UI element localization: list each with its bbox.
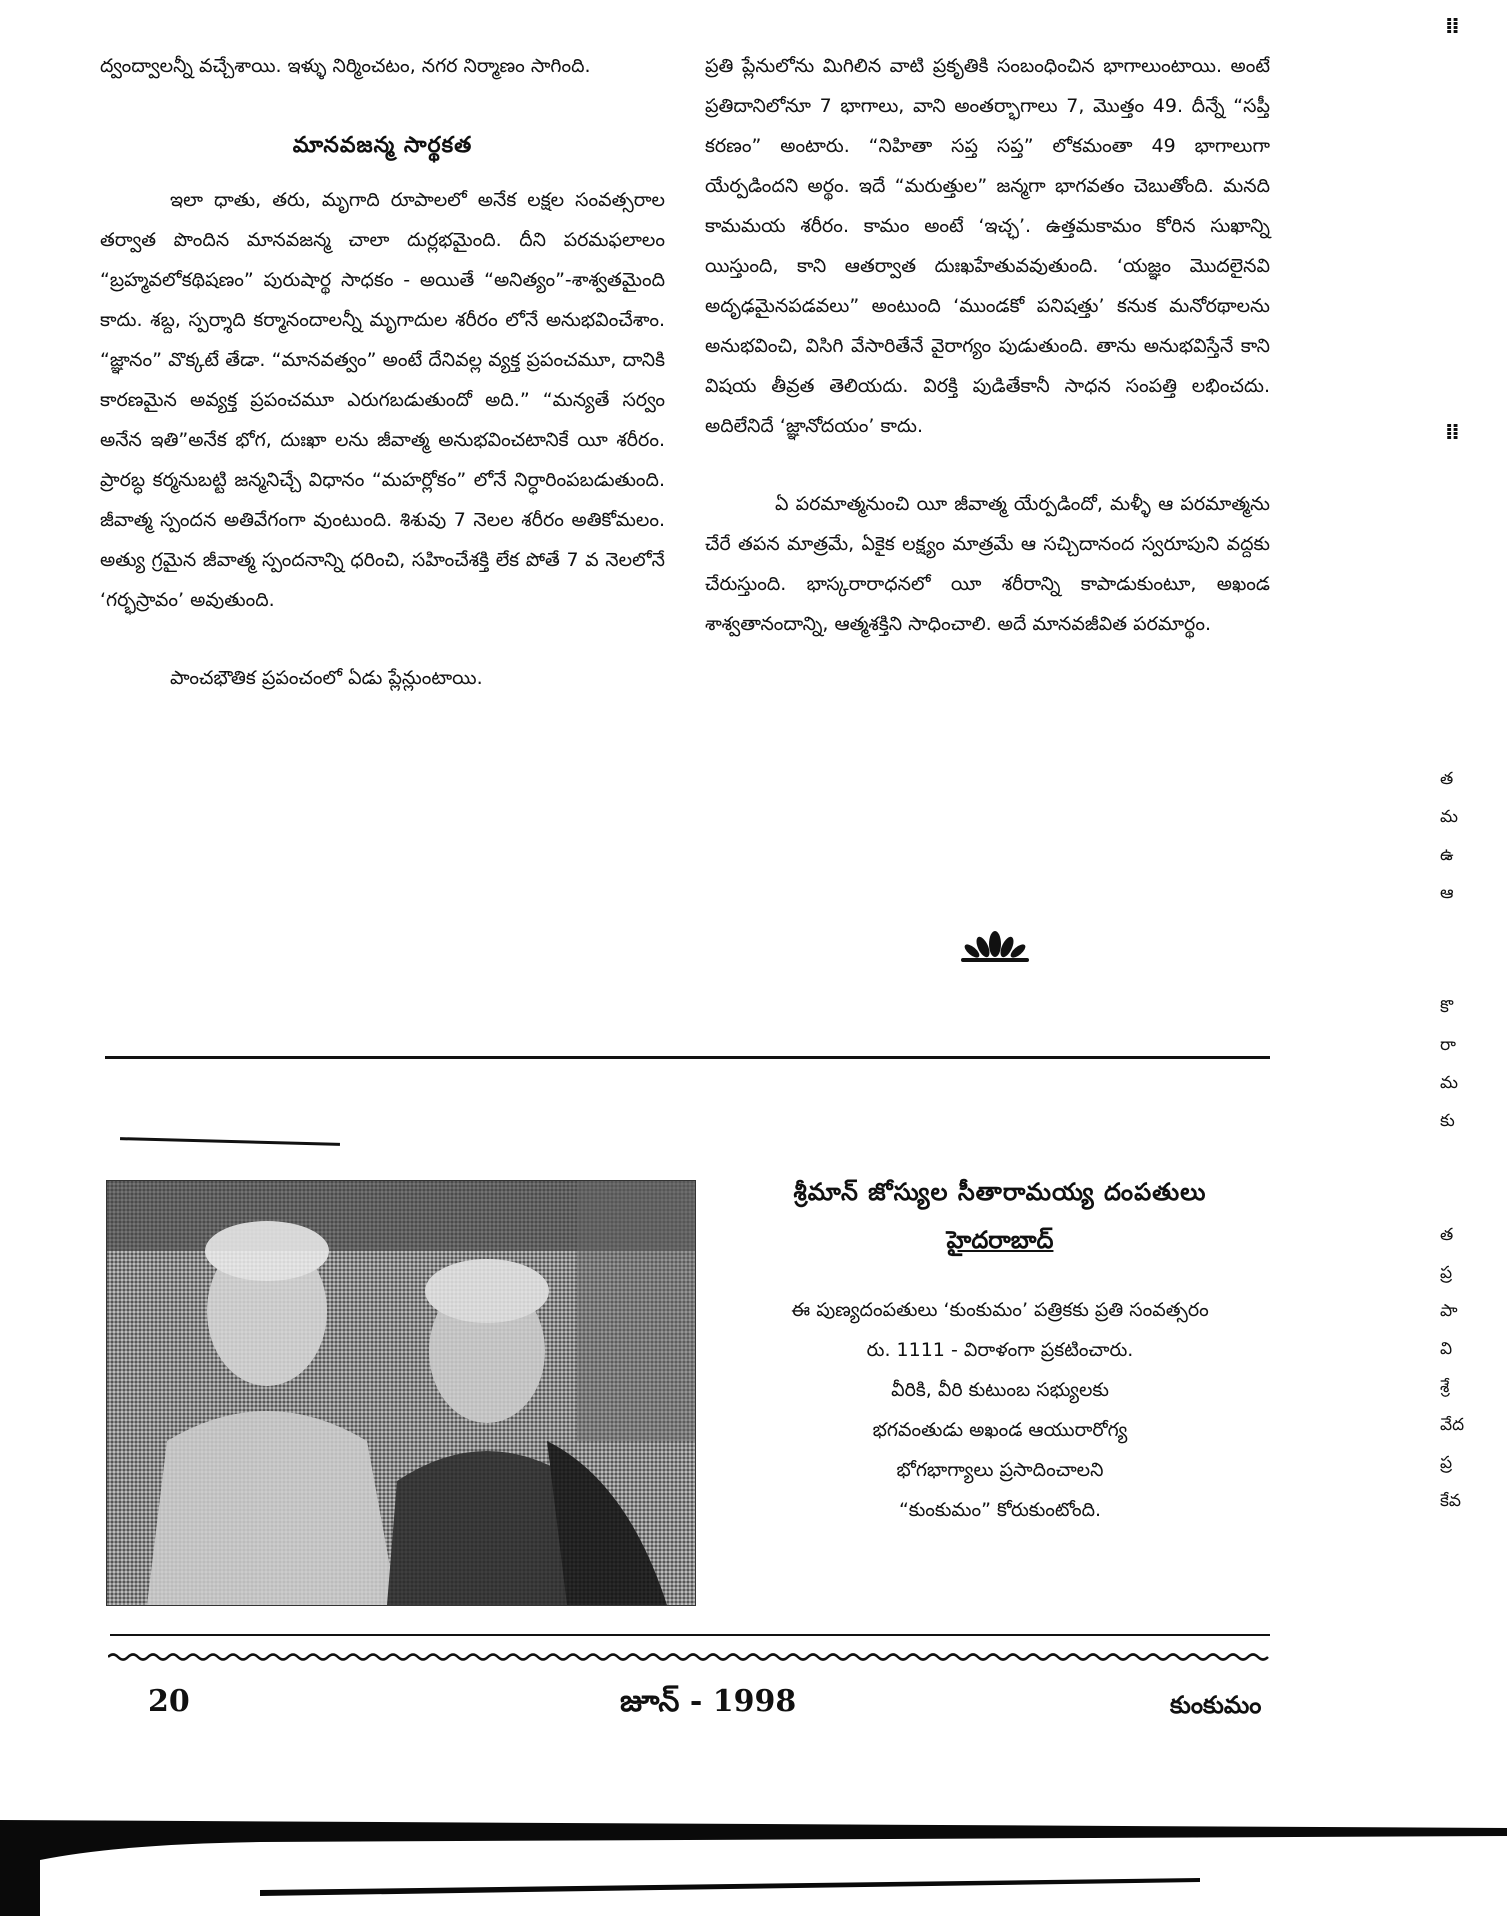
dedication-city: హైదరాబాద్ bbox=[946, 1226, 1054, 1254]
margin-glyph: ఉ bbox=[1440, 845, 1454, 865]
margin-glyph: మ bbox=[1440, 1073, 1458, 1093]
dedication-line: ఈ పుణ్యదంపతులు ‘కుంకుమం’ పత్రికకు ప్రతి సంవత్సరం bbox=[791, 1299, 1209, 1321]
scan-mark-icon: ⁞⁞ bbox=[1445, 14, 1458, 39]
dedication-line: “కుంకుమం” కోరుకుంటోంది. bbox=[898, 1499, 1102, 1521]
section-divider-top bbox=[105, 1056, 1270, 1059]
margin-glyph: మ bbox=[1440, 807, 1458, 827]
dedication-title: శ్రీమాన్ జోస్యుల సీతారామయ్య దంపతులు bbox=[793, 1178, 1207, 1206]
section-heading: మానవజన్మ సార్థకత bbox=[292, 133, 473, 158]
right-para-2: ఏ పరమాత్మనుంచి యీ జీవాత్మ యేర్పడిందో, మళ్ళీ ఆ పరమాత్మను చేరే తపన మాత్రమే, ఏకైక లక్ష్యం మాత్రమే ఆ సచ్చిదానంద స్వరూపుని వద్దకు చేరుస్తుంది. భాస్కరారాధనలో యీ శరీరాన్ని కాపాడుకుంటూ, అఖండ శాశ్వతానందాన్ని, ఆత్మశక్తిని సాధించాలి. అదే మానవజీవిత పరమార్థం. bbox=[705, 493, 1270, 635]
margin-glyph: త bbox=[1440, 769, 1454, 789]
margin-glyph: రా bbox=[1440, 1035, 1456, 1055]
margin-glyph bbox=[1440, 912, 1500, 950]
margin-glyph bbox=[1440, 1140, 1500, 1178]
margin-glyph: కొ bbox=[1440, 997, 1454, 1017]
margin-glyph: వి bbox=[1440, 1339, 1453, 1359]
dedication-line: వీరికి, వీరి కుటుంబ సభ్యులకు bbox=[891, 1379, 1109, 1401]
section-divider-bottom bbox=[110, 1634, 1270, 1636]
margin-glyph: త bbox=[1440, 1225, 1454, 1245]
margin-glyph: పా bbox=[1440, 1301, 1458, 1321]
margin-glyph: ప్ర bbox=[1440, 1453, 1453, 1473]
dedication-block bbox=[720, 1178, 1280, 1530]
margin-glyph bbox=[1440, 1178, 1500, 1216]
margin-glyph: శ్రే bbox=[1440, 1377, 1450, 1397]
margin-glyph: ప్ర bbox=[1440, 1263, 1453, 1283]
left-para-3: పాంచభౌతిక ప్రపంచంలో ఏడు ప్లేన్లుంటాయి. bbox=[170, 667, 483, 689]
left-para-1: ద్వంద్వాలన్నీ వచ్చేశాయి. ఇళ్ళు నిర్మించటం, నగర నిర్మాణం సాగింది. bbox=[100, 55, 591, 77]
dedication-line: భగవంతుడు అఖండ ఆయురారోగ్య bbox=[872, 1419, 1128, 1441]
adjacent-page-fragment bbox=[1440, 760, 1500, 1520]
short-divider bbox=[120, 1137, 340, 1146]
issue-date: జూన్ - 1998 bbox=[620, 1684, 797, 1719]
scan-mark-icon: ⁞⁞ bbox=[1445, 420, 1458, 445]
right-column bbox=[705, 46, 1270, 644]
left-column bbox=[100, 46, 665, 698]
left-para-2: ఇలా ధాతు, తరు, మృగాది రూపాలలో అనేక లక్షల సంవత్సరాల తర్వాత పొందిన మానవజన్మ చాలా దుర్లభమైంది. దీని పరమఫలాలం “బ్రహ్మవలోకథిషణం” పురుషార్థ సాధకం - అయితే “అనిత్యం”-శాశ్వతమైంది కాదు. శబ్ద, స్పర్శాది కర్మానందాలన్నీ మృగాదుల శరీరం లోనే అనుభవించేశాం. “జ్ఞానం” వొక్కటే తేడా. “మానవత్వం” అంటే దేనివల్ల వ్యక్త ప్రపంచమూ, దానికి కారణమైన అవ్యక్త ప్రపంచమూ ఎరుగబడుతుందో అది.” “మన్యతే సర్వం అనేన ఇతి”అనేక భోగ, దుఃఖా లను జీవాత్మ అనుభవించటానికే యీ శరీరం. ప్రారబ్ధ కర్మనుబట్టి జన్మనిచ్చే విధానం “మహర్లోకం” లోనే నిర్ధారింపబడుతుంది. జీవాత్మ స్పందన అతివేగంగా వుంటుంది. శిశువు 7 నెలల శరీరం అతికోమలం. అత్యు గ్రమైన జీవాత్మ స్పందనాన్ని ధరించి, సహించేశక్తి లేక పోతే 7 వ నెలలోనే ‘గర్భస్రావం’ అవుతుంది. bbox=[100, 189, 665, 611]
magazine-name: కుంకుమం bbox=[1170, 1690, 1262, 1719]
page-number: 20 bbox=[148, 1684, 190, 1719]
margin-glyph: ఆ bbox=[1440, 883, 1454, 903]
margin-glyph: వేద bbox=[1440, 1415, 1465, 1435]
dedication-line: భోగభాగ్యాలు ప్రసాదించాలని bbox=[896, 1459, 1104, 1481]
dedication-line: రు. 1111 - విరాళంగా ప్రకటించారు. bbox=[866, 1339, 1134, 1361]
margin-glyph: కు bbox=[1440, 1111, 1455, 1131]
scan-edge-artifact bbox=[0, 1820, 1507, 1916]
margin-glyph bbox=[1440, 950, 1500, 988]
wavy-border-ornament bbox=[108, 1652, 1273, 1662]
right-para-1: ప్రతి ప్లేనులోను మిగిలిన వాటి ప్రకృతికి సంబంధించిన భాగాలుంటాయి. అంటే ప్రతిదానిలోనూ 7 భాగాలు, వాని అంతర్భాగాలు 7, మొత్తం 49. దీన్నే “సప్తీ కరణం” అంటారు. “నిహితా సప్త సప్త” లోకమంతా 49 భాగాలుగా యేర్పడిందని అర్థం. ఇదే “మరుత్తుల” జన్మగా భాగవతం చెబుతోంది. మనది కామమయ శరీరం. కామం అంటే ‘ఇచ్ఛ’. ఉత్తమకామం కోరిన సుఖాన్ని యిస్తుంది, కాని ఆతర్వాత దుఃఖహేతువవుతుంది. ‘యజ్ఞం మొదలైనవి అదృఢమైనపడవలు” అంటుంది ‘ముండకో పనిషత్తు’ కనుక మనోరథాలను అనుభవించి, విసిగి వేసారితేనే వైరాగ్యం పుడుతుంది. తాను అనుభవిస్తేనే కాని విషయ తీవ్రత తెలియదు. విరక్తి పుడితేకానీ సాధన సంపత్తి లభించదు. అదిలేనిదే ‘జ్ఞానోదయం’ కాదు. bbox=[705, 55, 1270, 437]
lotus-ornament-icon bbox=[955, 930, 1035, 964]
couple-photo bbox=[106, 1180, 696, 1606]
margin-glyph: కేవ bbox=[1440, 1491, 1461, 1511]
